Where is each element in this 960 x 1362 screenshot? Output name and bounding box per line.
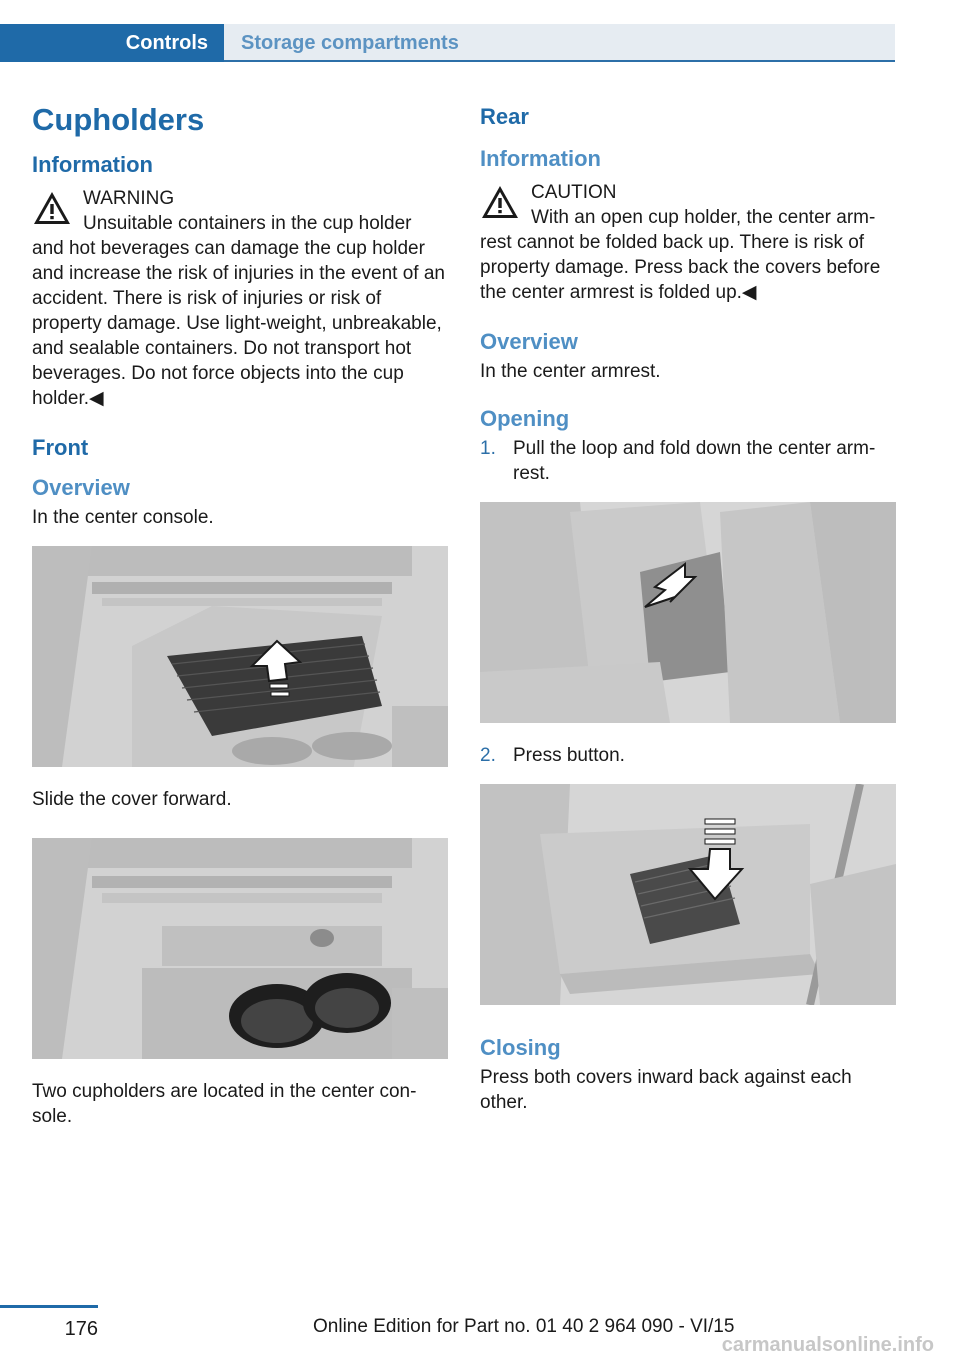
rear-information-heading: Information xyxy=(480,146,601,171)
page-header xyxy=(0,0,895,62)
page-number: 176 xyxy=(64,1318,98,1340)
front-cupholders-illustration xyxy=(32,838,448,1059)
warning-title: WARNING xyxy=(83,188,175,209)
step-text: Pull the loop and fold down the center armrest. xyxy=(513,438,876,484)
rear-heading: Rear xyxy=(480,104,529,129)
rear-overview-heading: Overview xyxy=(480,329,578,354)
front-heading: Front xyxy=(32,435,89,460)
footer-rule xyxy=(0,1305,98,1308)
front-cover-illustration xyxy=(32,546,448,767)
watermark: carmanualsonline.info xyxy=(721,1334,934,1356)
front-overview-text: In the center console. xyxy=(32,507,214,528)
step-number: 1. xyxy=(480,438,496,459)
caution-notice xyxy=(480,180,896,305)
information-heading: Information xyxy=(32,152,153,177)
warning-notice xyxy=(32,186,448,411)
warning-triangle-icon xyxy=(32,190,72,226)
caution-text: With an open cup holder, the center armrest cannot be folded back up. There is risk of property damage. Press back the covers before the center armrest is folded up.◀ xyxy=(480,207,881,303)
right-column xyxy=(480,100,896,1127)
header-rule xyxy=(224,60,895,62)
front-caption-2: Two cupholders are located in the center console. xyxy=(32,1081,417,1127)
front-caption-1: Slide the cover forward. xyxy=(32,789,232,810)
closing-text: Press both covers inward back against each other. xyxy=(480,1067,852,1113)
page-title: Cupholders xyxy=(32,102,205,137)
step-number: 2. xyxy=(480,745,496,766)
rear-overview-text: In the center armrest. xyxy=(480,361,661,382)
edition-text: Online Edition for Part no. 01 40 2 964 090 - VI/15 xyxy=(313,1316,735,1337)
front-overview-heading: Overview xyxy=(32,475,130,500)
section-tab-storage[interactable]: Storage compartments xyxy=(224,24,895,62)
closing-heading: Closing xyxy=(480,1035,561,1060)
step-text: Press button. xyxy=(513,745,625,766)
list-item xyxy=(480,436,896,486)
list-item xyxy=(480,743,896,768)
section-tab-controls[interactable]: Controls xyxy=(0,24,224,62)
caution-triangle-icon xyxy=(480,184,520,220)
opening-heading: Opening xyxy=(480,406,570,431)
rear-button-illustration xyxy=(480,784,896,1005)
left-column xyxy=(32,100,448,1141)
warning-text: Unsuitable containers in the cup holder and hot beverages can damage the cup holder and increase the risk of injuries in the event of an accident. There is risk of injuries or risk of property damage. Use light-weight, unbreakable, and sealable containers. Do not transport hot beverages. Do not force objects into the cup holder.◀ xyxy=(32,213,445,409)
caution-title: CAUTION xyxy=(531,182,617,203)
rear-armrest-illustration xyxy=(480,502,896,723)
